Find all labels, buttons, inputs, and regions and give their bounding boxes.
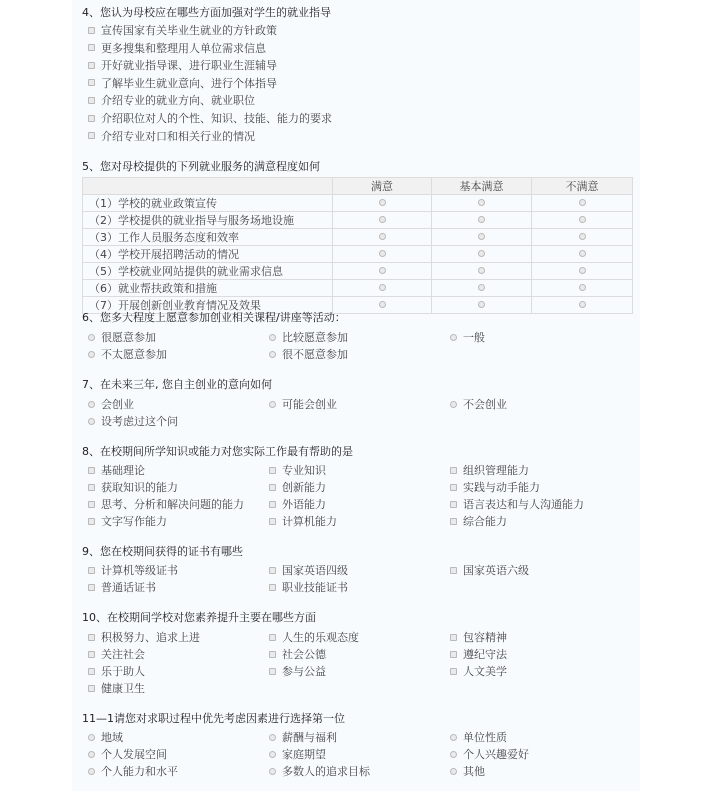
q7-option[interactable]: [269, 396, 337, 412]
option-label: 遵纪守法: [463, 648, 507, 661]
checkbox-icon[interactable]: [88, 634, 95, 641]
matrix-cell[interactable]: [432, 246, 532, 263]
radio-icon[interactable]: [88, 751, 95, 758]
q10-option[interactable]: [88, 629, 200, 645]
matrix-cell[interactable]: [432, 229, 532, 246]
option-label: 社会公德: [282, 648, 326, 661]
matrix-col-satisfied: 满意: [333, 178, 432, 195]
checkbox-icon[interactable]: [269, 518, 276, 525]
matrix-cell[interactable]: [532, 229, 633, 246]
option-label: 人生的乐观态度: [282, 631, 359, 644]
q8-option[interactable]: [88, 479, 178, 495]
radio-icon[interactable]: [269, 734, 276, 741]
q6-option[interactable]: [450, 329, 485, 345]
matrix-cell[interactable]: [333, 246, 432, 263]
q8-option[interactable]: [450, 479, 540, 495]
option-label: 单位性质: [463, 731, 507, 744]
q8-option[interactable]: [450, 462, 529, 478]
q11-option[interactable]: [88, 729, 123, 745]
radio-icon[interactable]: [88, 734, 95, 741]
matrix-row: [83, 212, 633, 229]
radio-icon[interactable]: [269, 351, 276, 358]
option-label: 不太愿意参加: [101, 348, 167, 361]
checkbox-icon[interactable]: [88, 584, 95, 591]
question-10-title: 10、在校期间学校对您素养提升主要在哪些方面: [82, 611, 316, 624]
checkbox-icon[interactable]: [88, 79, 95, 86]
checkbox-icon[interactable]: [88, 685, 95, 692]
option-label: 关注社会: [101, 648, 145, 661]
matrix-cell[interactable]: [333, 229, 432, 246]
q11-option[interactable]: [88, 746, 167, 762]
radio-icon[interactable]: [269, 751, 276, 758]
option-label: 多数人的追求目标: [282, 765, 370, 778]
radio-icon[interactable]: [478, 216, 485, 223]
question-11-title: 11—1请您对求职过程中优先考虑因素进行选择第一位: [82, 712, 345, 725]
option-label: 个人能力和水平: [101, 765, 178, 778]
q10-option[interactable]: [269, 663, 326, 679]
q10-option[interactable]: [88, 646, 145, 662]
matrix-col-basically-satisfied: 基本满意: [432, 178, 532, 195]
q8-option[interactable]: [269, 479, 326, 495]
q4-option[interactable]: [88, 57, 277, 73]
matrix-header-row: [83, 178, 633, 195]
q10-option[interactable]: [450, 663, 507, 679]
q8-option[interactable]: [88, 513, 167, 529]
radio-icon[interactable]: [379, 233, 386, 240]
matrix-cell[interactable]: [532, 297, 633, 314]
q4-option[interactable]: [88, 22, 277, 38]
q4-option[interactable]: [88, 92, 255, 108]
option-label: 介绍专业的就业方向、就业职位: [101, 94, 255, 108]
option-label: 可能会创业: [282, 398, 337, 411]
q8-option[interactable]: [269, 496, 326, 512]
q7-option[interactable]: [88, 396, 134, 412]
q11-option[interactable]: [88, 763, 178, 779]
checkbox-icon[interactable]: [88, 115, 95, 122]
question-4-title: 4、您认为母校应在哪些方面加强对学生的就业指导: [82, 6, 331, 19]
option-label: 个人兴趣爱好: [463, 748, 529, 761]
radio-icon[interactable]: [269, 768, 276, 775]
checkbox-icon[interactable]: [88, 651, 95, 658]
question-5-title: 5、您对母校提供的下列就业服务的满意程度如何: [82, 160, 320, 173]
radio-icon[interactable]: [579, 284, 586, 291]
option-label: 个人发展空间: [101, 748, 167, 761]
radio-icon[interactable]: [450, 401, 457, 408]
option-label: 文字写作能力: [101, 515, 167, 528]
option-label: 计算机等级证书: [101, 564, 178, 577]
option-label: 地域: [101, 731, 123, 744]
matrix-cell[interactable]: [333, 297, 432, 314]
radio-icon[interactable]: [269, 334, 276, 341]
checkbox-icon[interactable]: [450, 651, 457, 658]
checkbox-icon[interactable]: [88, 97, 95, 104]
matrix-cell[interactable]: [532, 195, 633, 212]
q10-option[interactable]: [450, 629, 507, 645]
matrix-row-label: （7）开展创新创业教育情况及效果: [83, 297, 333, 314]
matrix-cell[interactable]: [333, 212, 432, 229]
radio-icon[interactable]: [379, 250, 386, 257]
option-label: 积极努力、追求上进: [101, 631, 200, 644]
matrix-row-label: （6）就业帮扶政策和措施: [83, 280, 333, 297]
radio-icon[interactable]: [379, 199, 386, 206]
matrix-cell[interactable]: [532, 280, 633, 297]
radio-icon[interactable]: [478, 301, 485, 308]
checkbox-icon[interactable]: [88, 668, 95, 675]
radio-icon[interactable]: [88, 418, 95, 425]
q4-option[interactable]: [88, 110, 332, 126]
q11-option[interactable]: [269, 763, 370, 779]
q9-option[interactable]: [269, 579, 348, 595]
matrix-col-unsatisfied: 不满意: [532, 178, 633, 195]
checkbox-icon[interactable]: [88, 27, 95, 34]
matrix-row: [83, 263, 633, 280]
matrix-row-label: （1）学校的就业政策宣传: [83, 195, 333, 212]
q9-option[interactable]: [88, 579, 156, 595]
checkbox-icon[interactable]: [269, 567, 276, 574]
checkbox-icon[interactable]: [269, 668, 276, 675]
q9-option[interactable]: [269, 562, 348, 578]
option-label: 国家英语六级: [463, 564, 529, 577]
q8-option[interactable]: [269, 513, 337, 529]
q10-option[interactable]: [269, 646, 326, 662]
option-label: 获取知识的能力: [101, 481, 178, 494]
checkbox-icon[interactable]: [269, 651, 276, 658]
radio-icon[interactable]: [269, 401, 276, 408]
radio-icon[interactable]: [450, 768, 457, 775]
checkbox-icon[interactable]: [450, 518, 457, 525]
matrix-row: [83, 246, 633, 263]
checkbox-icon[interactable]: [269, 584, 276, 591]
option-label: 组织管理能力: [463, 464, 529, 477]
option-label: 外语能力: [282, 498, 326, 511]
checkbox-icon[interactable]: [269, 501, 276, 508]
option-label: 了解毕业生就业意向、进行个体指导: [101, 76, 277, 90]
radio-icon[interactable]: [379, 301, 386, 308]
option-label: 家庭期望: [282, 748, 326, 761]
radio-icon[interactable]: [579, 250, 586, 257]
radio-icon[interactable]: [379, 284, 386, 291]
option-label: 创新能力: [282, 481, 326, 494]
question-7-title: 7、在未来三年, 您自主创业的意向如何: [82, 378, 272, 391]
option-label: 其他: [463, 765, 485, 778]
q6-option[interactable]: [269, 346, 348, 362]
q11-option[interactable]: [450, 763, 485, 779]
matrix-cell[interactable]: [432, 297, 532, 314]
checkbox-icon[interactable]: [269, 467, 276, 474]
matrix-cell[interactable]: [432, 280, 532, 297]
radio-icon[interactable]: [88, 334, 95, 341]
option-label: 职业技能证书: [282, 581, 348, 594]
radio-icon[interactable]: [379, 216, 386, 223]
matrix-row: [83, 229, 633, 246]
q10-option[interactable]: [88, 663, 145, 679]
checkbox-icon[interactable]: [450, 467, 457, 474]
matrix-cell[interactable]: [532, 263, 633, 280]
option-label: 薪酬与福利: [282, 731, 337, 744]
radio-icon[interactable]: [379, 267, 386, 274]
radio-icon[interactable]: [450, 734, 457, 741]
checkbox-icon[interactable]: [88, 518, 95, 525]
option-label: 包容精神: [463, 631, 507, 644]
checkbox-icon[interactable]: [269, 484, 276, 491]
q4-option[interactable]: [88, 75, 277, 91]
radio-icon[interactable]: [478, 250, 485, 257]
radio-icon[interactable]: [450, 334, 457, 341]
q10-option[interactable]: [269, 629, 359, 645]
checkbox-icon[interactable]: [88, 44, 95, 51]
q6-option[interactable]: [269, 329, 348, 345]
matrix-body: [83, 195, 633, 314]
option-label: 会创业: [101, 398, 134, 411]
option-label: 更多搜集和整理用人单位需求信息: [101, 41, 266, 55]
matrix-cell[interactable]: [532, 246, 633, 263]
checkbox-icon[interactable]: [450, 668, 457, 675]
matrix-header-blank: [83, 178, 333, 195]
matrix-cell[interactable]: [333, 280, 432, 297]
option-label: 介绍专业对口和相关行业的情况: [101, 129, 255, 143]
option-label: 健康卫生: [101, 682, 145, 695]
checkbox-icon[interactable]: [450, 567, 457, 574]
matrix-cell[interactable]: [532, 212, 633, 229]
q10-option[interactable]: [88, 680, 145, 696]
satisfaction-matrix: [82, 177, 633, 314]
option-label: 普通话证书: [101, 581, 156, 594]
option-label: 基础理论: [101, 464, 145, 477]
checkbox-icon[interactable]: [88, 567, 95, 574]
option-label: 国家英语四级: [282, 564, 348, 577]
checkbox-icon[interactable]: [88, 467, 95, 474]
option-label: 计算机能力: [282, 515, 337, 528]
matrix-row-label: （2）学校提供的就业指导与服务场地设施: [83, 212, 333, 229]
radio-icon[interactable]: [88, 768, 95, 775]
option-label: 很不愿意参加: [282, 348, 348, 361]
checkbox-icon[interactable]: [269, 634, 276, 641]
q9-option[interactable]: [88, 562, 178, 578]
q9-option[interactable]: [450, 562, 529, 578]
matrix-row-label: （4）学校开展招聘活动的情况: [83, 246, 333, 263]
q8-option[interactable]: [269, 462, 326, 478]
radio-icon[interactable]: [478, 284, 485, 291]
matrix-row-label: （3）工作人员服务态度和效率: [83, 229, 333, 246]
matrix-row-label: （5）学校就业网站提供的就业需求信息: [83, 263, 333, 280]
question-9-title: 9、您在校期间获得的证书有哪些: [82, 545, 243, 558]
q8-option[interactable]: [450, 496, 584, 512]
q8-option[interactable]: [450, 513, 507, 529]
option-label: 思考、分析和解决问题的能力: [101, 498, 244, 511]
option-label: 综合能力: [463, 515, 507, 528]
q11-option[interactable]: [450, 729, 507, 745]
option-label: 设考虑过这个问: [101, 415, 178, 428]
option-label: 比较愿意参加: [282, 331, 348, 344]
matrix-cell[interactable]: [333, 263, 432, 280]
q7-option[interactable]: [450, 396, 507, 412]
option-label: 人文美学: [463, 665, 507, 678]
radio-icon[interactable]: [478, 267, 485, 274]
option-label: 开好就业指导课、进行职业生涯辅导: [101, 59, 277, 73]
q10-option[interactable]: [450, 646, 507, 662]
q8-option[interactable]: [88, 462, 145, 478]
option-label: 语言表达和与人沟通能力: [463, 498, 584, 511]
radio-icon[interactable]: [579, 199, 586, 206]
matrix-cell[interactable]: [432, 212, 532, 229]
option-label: 宣传国家有关毕业生就业的方针政策: [101, 24, 277, 37]
option-label: 一般: [463, 331, 485, 344]
option-label: 乐于助人: [101, 665, 145, 678]
q7-option[interactable]: [88, 413, 178, 429]
checkbox-icon[interactable]: [88, 501, 95, 508]
radio-icon[interactable]: [450, 751, 457, 758]
radio-icon[interactable]: [88, 351, 95, 358]
matrix-row: [83, 280, 633, 297]
checkbox-icon[interactable]: [450, 501, 457, 508]
checkbox-icon[interactable]: [88, 62, 95, 69]
radio-icon[interactable]: [88, 401, 95, 408]
checkbox-icon[interactable]: [450, 634, 457, 641]
q8-option[interactable]: [88, 496, 244, 512]
checkbox-icon[interactable]: [88, 132, 95, 139]
option-label: 实践与动手能力: [463, 481, 540, 494]
checkbox-icon[interactable]: [88, 484, 95, 491]
q4-option[interactable]: [88, 128, 255, 144]
q6-option[interactable]: [88, 329, 156, 345]
matrix-row: [83, 195, 633, 212]
q11-option[interactable]: [450, 746, 529, 762]
option-label: 专业知识: [282, 464, 326, 477]
question-6-title: 6、您多大程度上愿意参加创业相关课程/讲座等活动：: [82, 311, 346, 324]
option-label: 介绍职位对人的个性、知识、技能、能力的要求: [101, 112, 332, 125]
option-label: 很愿意参加: [101, 331, 156, 344]
option-label: 参与公益: [282, 665, 326, 678]
question-8-title: 8、在校期间所学知识或能力对您实际工作最有帮助的是: [82, 445, 353, 458]
radio-icon[interactable]: [478, 199, 485, 206]
q6-option[interactable]: [88, 346, 167, 362]
matrix-cell[interactable]: [432, 263, 532, 280]
radio-icon[interactable]: [579, 267, 586, 274]
radio-icon[interactable]: [579, 301, 586, 308]
q11-option[interactable]: [269, 746, 326, 762]
option-label: 不会创业: [463, 398, 507, 411]
radio-icon[interactable]: [478, 233, 485, 240]
checkbox-icon[interactable]: [450, 484, 457, 491]
radio-icon[interactable]: [579, 233, 586, 240]
q11-option[interactable]: [269, 729, 337, 745]
matrix-cell[interactable]: [432, 195, 532, 212]
matrix-cell[interactable]: [333, 195, 432, 212]
q4-option[interactable]: [88, 40, 266, 56]
radio-icon[interactable]: [579, 216, 586, 223]
